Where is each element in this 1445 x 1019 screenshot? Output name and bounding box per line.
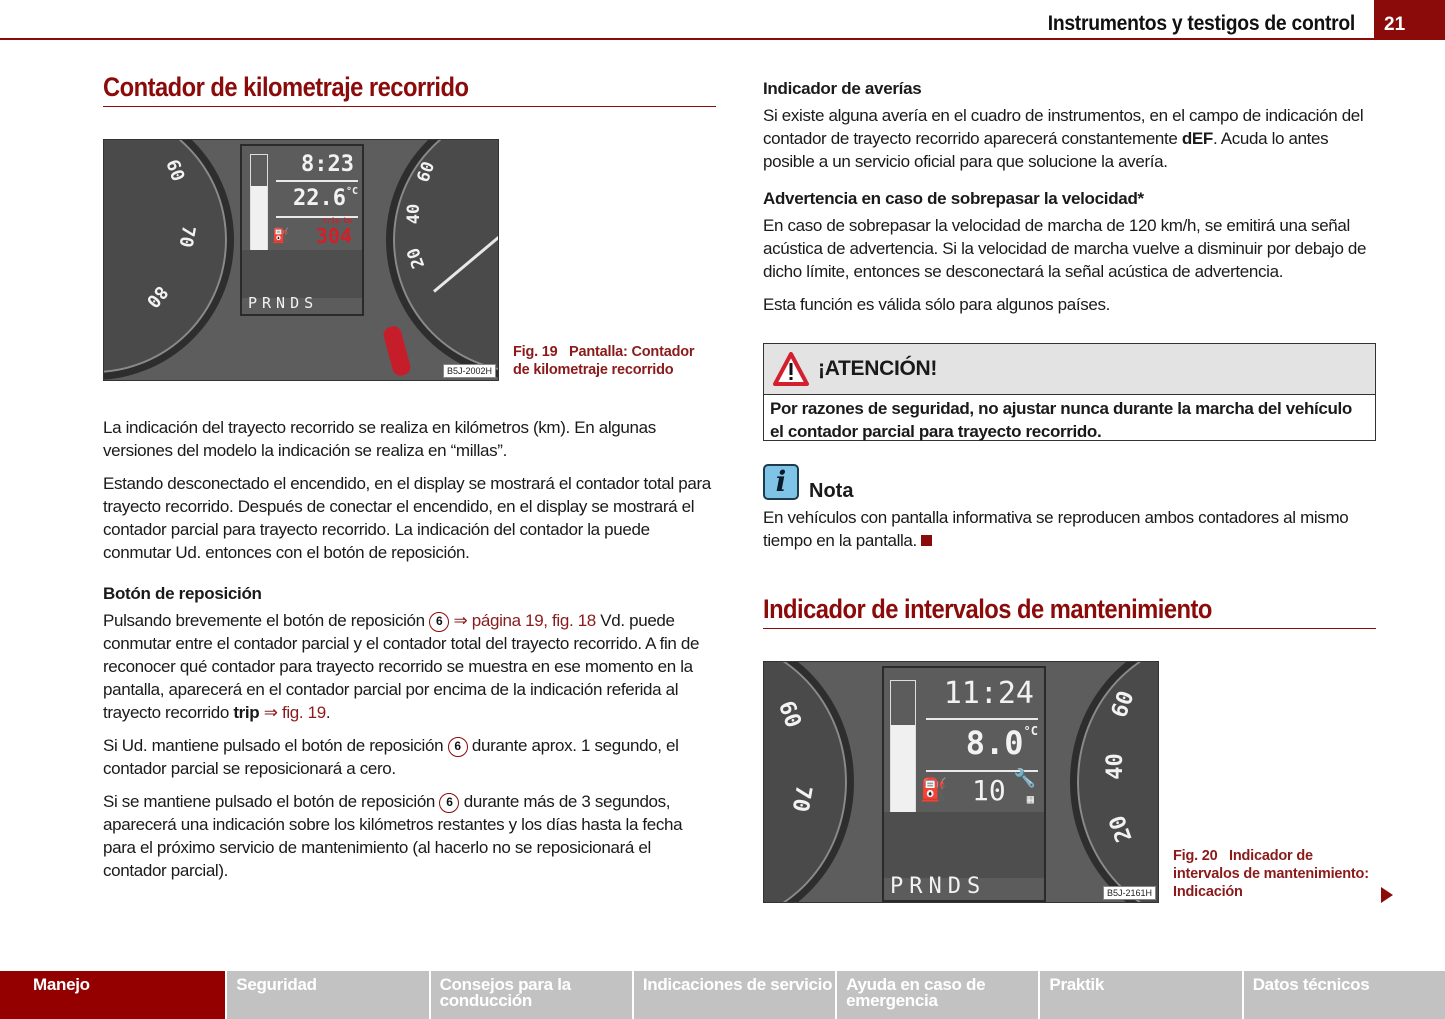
fuel-bar	[250, 154, 268, 254]
lcd-temperature: $22.6^{^\circ C}$	[292, 186, 358, 211]
right-body-top	[763, 75, 1376, 326]
gauge-label: 70	[174, 223, 200, 250]
left-body	[103, 416, 716, 892]
gauge-label: 70	[786, 783, 816, 814]
warning-box	[763, 343, 1376, 441]
xref-page-19-fig-18[interactable]: ⇒ página 19, fig. 18	[453, 611, 596, 630]
tab-consejos-conduccion[interactable]: Consejos para la conducción	[431, 971, 634, 1019]
lcd-service-value: 10	[972, 774, 1006, 807]
calendar-icon: ▦	[1026, 792, 1034, 806]
lcd-divider	[926, 718, 1038, 720]
tab-datos-tecnicos[interactable]: Datos técnicos	[1244, 971, 1445, 1019]
end-of-section-icon	[921, 535, 932, 546]
page-number: 21	[1374, 0, 1445, 40]
callout-6-icon: 6	[429, 612, 449, 632]
figure-19-caption: Fig. 19 Pantalla: Contador de kilometraje recorrido	[513, 344, 695, 378]
tab-praktik[interactable]: Praktik	[1040, 971, 1243, 1019]
lcd-divider	[276, 180, 358, 182]
tab-ayuda-emergencia[interactable]: Ayuda en caso de emergencia	[837, 971, 1040, 1019]
subheading-reset-button: Botón de reposición	[103, 584, 262, 603]
lcd-temperature: $8.0^{^\circ C}$	[965, 724, 1038, 762]
section-title-maintenance: Indicador de intervalos de mantenimiento	[763, 594, 1376, 629]
gauge-label: 40	[404, 203, 425, 225]
paragraph: Pulsando brevemente el botón de reposición 6 ⇒ página 19, fig. 18 Vd. puede conmutar entre el contador parcial y el contador total del trayecto recorrido. A fin de reconocer qué contador para trayecto recorrido se muestra en ese momento en la pantalla, aparecerá en el contador parcial por encima de la indicación referida al trayecto recorrido trip ⇒ fig. 19.	[103, 611, 700, 722]
lcd-trip-label: trip km	[322, 217, 352, 225]
tab-seguridad[interactable]: Seguridad	[227, 971, 430, 1019]
subheading-fault-indicator: Indicador de averías	[763, 79, 922, 98]
paragraph: La indicación del trayecto recorrido se realiza en kilómetros (km). En algunas versiones del modelo la indicación se realiza en “millas”.	[103, 418, 656, 460]
paragraph: Esta función es válida sólo para algunos países.	[763, 295, 1111, 314]
next-page-arrow-icon[interactable]	[1381, 887, 1393, 903]
xref-fig-19[interactable]: ⇒ fig. 19	[259, 703, 326, 722]
tab-indicaciones-servicio[interactable]: Indicaciones de servicio	[634, 971, 837, 1019]
lcd-trip-value: 304	[315, 224, 352, 248]
gauge-label: 60	[1106, 687, 1140, 722]
section-title-odometer: Contador de kilometraje recorrido	[103, 72, 716, 107]
figure-20-caption: Fig. 20 Indicador de intervalos de mantenimiento: Indicación	[1173, 848, 1369, 900]
gauge-label: 40	[1102, 753, 1128, 780]
fuel-pump-icon: ⛽	[272, 228, 290, 244]
tab-manejo[interactable]: Manejo	[0, 971, 227, 1019]
reset-button-knob	[382, 325, 412, 378]
fuel-pump-icon: ⛽	[920, 778, 948, 803]
lcd-time: 11:24	[943, 676, 1034, 711]
note-body: En vehículos con pantalla informativa se reproducen ambos contadores al mismo tiempo en la pantalla.	[763, 508, 1349, 550]
figure-code: B5J-2161H	[1103, 886, 1156, 900]
subheading-speed-warning: Advertencia en caso de sobrepasar la velocidad*	[763, 189, 1144, 208]
figure-code: B5J-2002H	[443, 364, 496, 378]
info-icon: i	[763, 464, 799, 500]
section-2	[763, 594, 1376, 629]
paragraph: Si se mantiene pulsado el botón de reposición 6 durante más de 3 segundos, aparecerá una indicación sobre los kilómetros restantes y los días hasta la fecha para el próximo servicio de mantenimiento (al hacerlo no se reposicionará el contador parcial).	[103, 792, 683, 880]
lcd-gear-indicator: PRNDS	[248, 294, 319, 312]
paragraph: Si existe alguna avería en el cuadro de instrumentos, en el campo de indicación del contador de trayecto recorrido aparecerá constantemente dEF. Acuda lo antes posible a un servicio oficial para que solucione la avería.	[763, 106, 1364, 171]
note-header	[763, 464, 1376, 500]
header-rule	[0, 38, 1374, 40]
wrench-icon: 🔧	[1013, 768, 1036, 789]
paragraph: Estando desconectado el encendido, en el display se mostrará el contador total para trayecto recorrido. Después de conectar el encendido, en el display se mostrará el contador parcial para trayecto recorrido. La indicación del contador la puede conmutar Ud. entonces con el botón de reposición.	[103, 474, 711, 562]
callout-6-icon: 6	[448, 737, 468, 757]
info-display	[240, 144, 364, 316]
chapter-tabs	[0, 971, 1445, 1019]
lcd-gear-indicator: PRNDS	[890, 874, 987, 899]
note-box	[763, 464, 1376, 562]
callout-6-icon: 6	[439, 793, 459, 813]
gauge-label: 20	[403, 244, 430, 272]
paragraph: Si Ud. mantiene pulsado el botón de reposición 6 durante aprox. 1 segundo, el contador parcial se reposicionará a cero.	[103, 736, 679, 778]
warning-triangle-icon	[772, 351, 810, 387]
figure-19-dashboard	[103, 139, 499, 381]
gauge-label: 60	[161, 156, 189, 185]
left-column	[103, 72, 716, 107]
warning-title: ¡ATENCIÓN!	[818, 357, 938, 380]
gauge-label: 20	[1104, 811, 1138, 846]
chapter-title: Instrumentos y testigos de control	[1047, 12, 1355, 35]
gauge-label: 60	[413, 158, 440, 186]
warning-body: Por razones de seguridad, no ajustar nunca durante la marcha del vehículo el contador parcial para trayecto recorrido.	[770, 399, 1352, 441]
gauge-label: 60	[772, 697, 806, 732]
tachometer-gauge	[763, 661, 854, 903]
warning-header	[764, 344, 1375, 395]
gauge-label: 80	[141, 281, 172, 312]
figure-20-dashboard	[763, 661, 1159, 903]
note-title: Nota	[809, 480, 854, 502]
info-display	[882, 666, 1046, 902]
lcd-time: 8:23	[301, 152, 354, 177]
paragraph: En caso de sobrepasar la velocidad de marcha de 120 km/h, se emitirá una señal acústica de advertencia. Si la velocidad de marcha vuelve a disminuir por debajo de dicho límite, entonces se desconectará la señal acústica de advertencia.	[763, 216, 1367, 281]
